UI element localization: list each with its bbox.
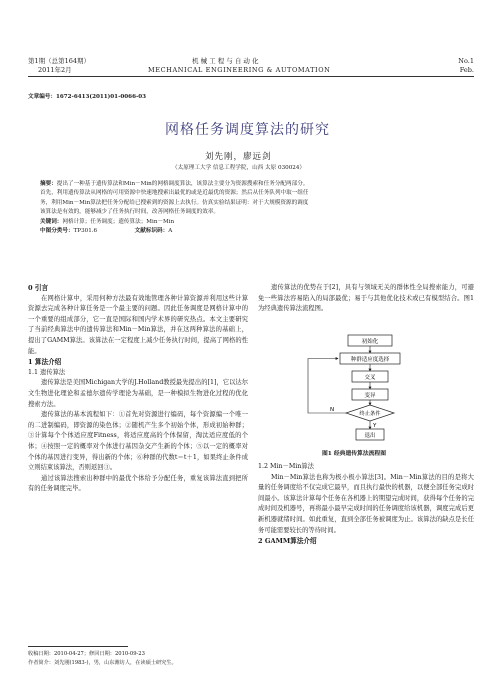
text-line: 在网格计算中，采用何种方法最有效地管理各种	[41, 294, 177, 302]
flow-label-mutation: 变异	[364, 393, 376, 399]
flow-label-exit: 退出	[364, 433, 376, 439]
text-line: 和Min－Min算法，并在这两种算法的基础上，提出了	[28, 326, 248, 344]
section-introduction: 0 引言	[28, 284, 49, 292]
text-line: 通过该算法搜索出种群中的最优个体给予分配任	[41, 474, 177, 482]
footnote	[28, 650, 177, 667]
text-line: 遗传学理论为基础，是一种模拟生物进化过程的优	[99, 389, 242, 397]
keywords: 网格计算；任务调度；遗传算法；Min－Min	[62, 218, 175, 225]
abstract	[40, 180, 470, 236]
text-line: 的基因进行变异，得出新的个体；⑥种群的代数t＝t＋	[40, 453, 193, 461]
text-line: Min算法的目的是将大量的任务调度给不仅完成它最	[258, 473, 474, 492]
clc-label: 中图分类号：	[40, 228, 74, 235]
abstract-line: 务，利用Min－Min算法把任务分配给已搜索到的资源上去执行。仿真实验结果证明：对于大规模资源的调度	[40, 199, 309, 206]
text-line: GAMM算法。该算法在一定程度上减少任务执行时	[47, 336, 191, 344]
min-min-paragraph	[258, 473, 474, 537]
intro-paragraph	[28, 294, 248, 358]
subsection-genetic: 1.1 遗传算法	[28, 368, 66, 376]
text-line: 留，淘汰适应度低的个体；④按照一定的概率对个体	[28, 432, 249, 450]
keywords-label: 关键词：	[40, 218, 63, 225]
text-line: 成时间的任务调度给该机器，调度完成后更新机器就	[258, 505, 475, 523]
abstract-line: 提出了一种基于遗传算法和Min－Min的网格调度算法，该算法主要分为资源搜索和任务分配两部分。	[56, 181, 309, 187]
text-line: 一个最主要的问题。因此任务调度是网格计算中的一	[28, 305, 249, 323]
flow-label-crossover: 交叉	[364, 375, 376, 381]
text-line: 1，如果终止条件成立则结束该算法，否则返回③。	[28, 453, 249, 472]
journal-name-cn: 机 械 工 程 与 自 动 化	[192, 57, 259, 65]
text-line: 间，提高了网格的性能。	[28, 336, 249, 355]
text-line: 计算每个个体适应度Fitness，将适应度高的个体保	[34, 432, 183, 440]
affiliation: （太原理工大学 信息工程学院，山西 太原 030024）	[172, 165, 305, 171]
right-column	[258, 283, 474, 315]
left-column	[28, 283, 248, 495]
flow-label-fitness: 种群适应度选择	[350, 357, 390, 363]
paper-title: 网格任务调度算法的研究	[165, 122, 330, 138]
flow-label-stop: 终止条件	[359, 411, 381, 417]
article-number: 文章编号：1672-6413(2011)01-0066-03	[28, 94, 147, 100]
footnote-rule	[28, 646, 128, 647]
text-line: 化搜索方法。	[28, 389, 249, 408]
section-gamm: 2 GAMM算法介绍	[258, 537, 317, 546]
text-line: 究热点。本文主要研究了当前经典算法中的遗传算法	[28, 315, 249, 334]
paper-authors: 刘先刚，廖远剑	[205, 152, 272, 162]
text-line: 小。该算法计算每个任务在各机器上的期望完成时间，	[270, 494, 424, 502]
flow-label-no: N	[330, 407, 335, 413]
text-line: 优；易于与其他优化技术或已有模型结合。图1为经	[258, 294, 474, 313]
footnote-author: 作者简介：刘先刚(1983-)，男，山东潍坊人，在读硕士研究生。	[28, 659, 177, 666]
abstract-line: 首先，利用遗传算法从网格的可用资源中快速地搜索出最优的或是近最优的资源；然后从任务队列中取一组任	[40, 190, 309, 197]
genetic-advantage-paragraph	[258, 283, 474, 315]
flow-label-yes: Y	[373, 423, 377, 429]
header-month: Feb.	[459, 66, 474, 74]
text-line: 进行基因杂交产生新的个体；⑤以一定的概率对个体	[28, 442, 249, 461]
text-line: 早，而且执行最快的机器，以便全部任务完成时间最	[258, 484, 475, 502]
text-line: 个重要的组成部分，它一直是国际和国内学术界的研	[34, 315, 184, 323]
text-line: 务，重复该算法直到把所有的任务调度完毕。	[28, 474, 249, 493]
text-line: 码，每个资源编一个唯一的二进制编码，即资源的染	[28, 411, 249, 429]
text-line: 遗传算法的优势在于[2]，具有与领域无关的群体	[271, 284, 410, 291]
header-date: 2011年2月	[38, 66, 72, 74]
journal-name-en: MECHANICAL ENGINEERING & AUTOMATION	[148, 66, 331, 74]
clc-code: TP301.6	[73, 228, 98, 235]
figure-caption: 图1 经典遗传算法流程图	[322, 451, 387, 457]
header-number: No.1	[458, 57, 474, 65]
section-algorithms: 1 算法介绍	[28, 358, 62, 367]
text-line: 授最先提出的[1]，它以达尔文生物进化理论和孟德尔	[28, 379, 249, 397]
genetic-assign-paragraph	[28, 474, 248, 495]
subsection-min-min: 1.2 Min－Min算法	[258, 463, 314, 470]
text-line: 色体；②随机产生多个初始个体，形成初始种群；③	[28, 421, 249, 440]
text-line: 获得每个任务的完成时间及机器号，再将最小最早完	[258, 494, 475, 513]
doc-code: A	[168, 228, 173, 235]
text-line: 典遗传算法流程图。	[270, 305, 328, 313]
text-line: 性全局搜索能力，可避免一些算法容易陷入的局部最	[258, 284, 475, 302]
doc-code-label: 文献标识码：	[134, 228, 169, 235]
right-column-lower	[258, 462, 474, 547]
text-line: Min－Min算法也称为极小极小算法[3]。Min－	[271, 473, 410, 481]
flow-label-init: 初始化	[361, 339, 379, 345]
text-line: 计算资源并利用这些计算资源去完成各种计算任务是	[28, 294, 249, 313]
footnote-received: 收稿日期：2010-04-27；修回日期：2010-09-23	[28, 651, 145, 657]
flowchart-figure	[300, 333, 440, 443]
text-line: 遗传算法是美国Michigan大学的J.Holland教	[41, 379, 170, 387]
abstract-line: 该算法是有效的，能够减少了任务执行时间，改善网格任务调度的效率。	[40, 209, 220, 216]
abstract-label: 摘要：	[40, 181, 57, 187]
header-issue: 第1期（总第164期）	[28, 57, 91, 65]
genetic-paragraph	[28, 378, 248, 410]
text-line: 遗传算法的基本流程如下：①首先对资源进行编	[41, 411, 177, 419]
header-rule	[28, 76, 474, 77]
text-line: 绪时间。如此重复，直到全部任务被调度为止。该算	[283, 515, 430, 523]
text-line: 法的缺点是长任务可能需要较长的等待时间。	[258, 515, 475, 534]
genetic-steps-paragraph	[28, 410, 248, 474]
